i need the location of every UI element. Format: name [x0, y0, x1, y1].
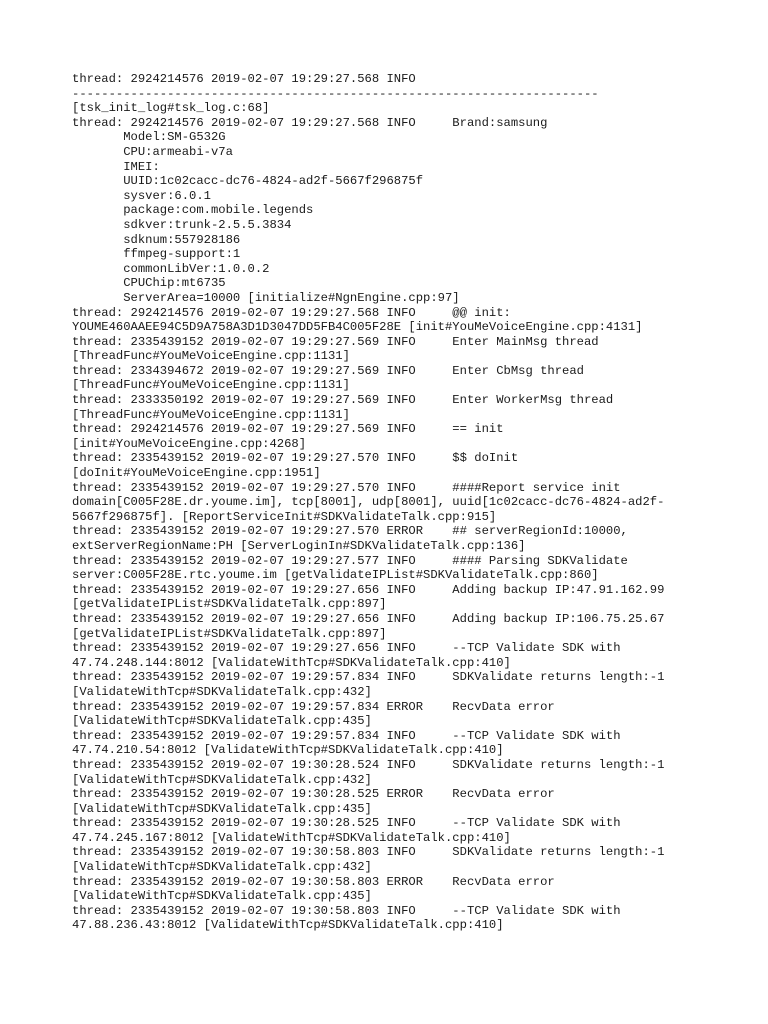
log-line: [ThreadFunc#YouMeVoiceEngine.cpp:1131]: [72, 378, 350, 393]
log-line: [ValidateWithTcp#SDKValidateTalk.cpp:435]: [72, 714, 372, 729]
log-line: package:com.mobile.legends: [72, 203, 314, 218]
log-line: thread: 2924214576 2019-02-07 19:29:27.568 INFO: [72, 72, 416, 86]
log-line: 47.74.210.54:8012 [ValidateWithTcp#SDKValidateTalk.cpp:410]: [72, 743, 504, 758]
log-line: YOUME460AAEE94C5D9A758A3D1D3047DD5FB4C005F28E [init#YouMeVoiceEngine.cpp:4131]: [72, 320, 643, 335]
log-line: [init#YouMeVoiceEngine.cpp:4268]: [72, 436, 307, 451]
log-line: thread: 2335439152 2019-02-07 19:30:58.803 ERROR RecvData error: [72, 874, 555, 889]
log-line: CPUChip:mt6735: [72, 276, 226, 291]
log-line: thread: 2335439152 2019-02-07 19:30:58.803 INFO --TCP Validate SDK with: [72, 903, 621, 918]
log-line: thread: 2335439152 2019-02-07 19:30:28.525 ERROR RecvData error: [72, 787, 555, 802]
log-line: [ValidateWithTcp#SDKValidateTalk.cpp:432]: [72, 684, 372, 699]
log-line: [ThreadFunc#YouMeVoiceEngine.cpp:1131]: [72, 349, 350, 364]
log-line: sdkver:trunk-2.5.5.3834: [72, 217, 292, 232]
log-line: 5667f296875f]. [ReportServiceInit#SDKValidateTalk.cpp:915]: [72, 509, 497, 524]
log-line: ServerArea=10000 [initialize#NgnEngine.cpp:97]: [72, 290, 460, 305]
log-line: thread: 2335439152 2019-02-07 19:30:28.525 INFO --TCP Validate SDK with: [72, 816, 621, 831]
log-line: thread: 2333350192 2019-02-07 19:29:27.569 INFO Enter WorkerMsg thread: [72, 393, 614, 408]
log-line: 47.88.236.43:8012 [ValidateWithTcp#SDKValidateTalk.cpp:410]: [72, 918, 504, 933]
log-line: [getValidateIPList#SDKValidateTalk.cpp:897]: [72, 597, 387, 612]
log-line: thread: 2335439152 2019-02-07 19:29:27.570 INFO $$ doInit: [72, 451, 519, 466]
log-line: thread: 2335439152 2019-02-07 19:30:58.803 INFO SDKValidate returns length:-1: [72, 845, 665, 860]
log-line: Model:SM-G532G: [72, 130, 226, 145]
log-line: thread: 2334394672 2019-02-07 19:29:27.569 INFO Enter CbMsg thread: [72, 363, 584, 378]
log-line: [tsk_init_log#tsk_log.c:68]: [72, 101, 270, 116]
log-line: thread: 2335439152 2019-02-07 19:29:27.656 INFO Adding backup IP:106.75.25.67: [72, 611, 665, 626]
log-line: IMEI:: [72, 159, 160, 174]
log-line: thread: 2335439152 2019-02-07 19:29:57.834 ERROR RecvData error: [72, 699, 555, 714]
log-line: thread: 2335439152 2019-02-07 19:29:27.570 INFO ####Report service init: [72, 480, 621, 495]
log-line: server:C005F28E.rtc.youme.im [getValidateIPList#SDKValidateTalk.cpp:860]: [72, 568, 599, 583]
log-line: thread: 2335439152 2019-02-07 19:29:27.656 INFO Adding backup IP:47.91.162.99: [72, 582, 665, 597]
log-line: [ThreadFunc#YouMeVoiceEngine.cpp:1131]: [72, 407, 350, 422]
log-line: thread: 2924214576 2019-02-07 19:29:27.568 INFO Brand:samsung: [72, 115, 548, 130]
log-line: thread: 2924214576 2019-02-07 19:29:27.568 INFO @@ init:: [72, 305, 511, 320]
document-page: [72, 72, 692, 933]
log-line: UUID:1c02cacc-dc76-4824-ad2f-5667f296875f: [72, 174, 424, 189]
log-line: sdknum:557928186: [72, 232, 241, 247]
log-text: [72, 72, 692, 933]
log-line: ------------------------------------------------------------------------: [72, 86, 599, 101]
log-line: thread: 2335439152 2019-02-07 19:29:27.570 ERROR ## serverRegionId:10000,: [72, 524, 628, 539]
log-line: ffmpeg-support:1: [72, 247, 241, 262]
log-line: commonLibVer:1.0.0.2: [72, 261, 270, 276]
log-line: domain[C005F28E.dr.youme.im], tcp[8001], udp[8001], uuid[1c02cacc-dc76-4824-ad2f-: [72, 495, 665, 510]
log-line: thread: 2924214576 2019-02-07 19:29:27.569 INFO == init: [72, 422, 504, 437]
log-line: thread: 2335439152 2019-02-07 19:29:27.577 INFO #### Parsing SDKValidate: [72, 553, 628, 568]
log-line: [doInit#YouMeVoiceEngine.cpp:1951]: [72, 466, 321, 481]
log-line: [ValidateWithTcp#SDKValidateTalk.cpp:435]: [72, 889, 372, 904]
log-line: 47.74.245.167:8012 [ValidateWithTcp#SDKValidateTalk.cpp:410]: [72, 830, 511, 845]
log-line: extServerRegionName:PH [ServerLoginIn#SDKValidateTalk.cpp:136]: [72, 539, 526, 553]
log-line: thread: 2335439152 2019-02-07 19:29:57.834 INFO SDKValidate returns length:-1: [72, 670, 665, 685]
log-line: [ValidateWithTcp#SDKValidateTalk.cpp:435]: [72, 801, 372, 816]
log-line: thread: 2335439152 2019-02-07 19:29:27.656 INFO --TCP Validate SDK with: [72, 641, 621, 656]
log-line: sysver:6.0.1: [72, 188, 211, 203]
log-line: CPU:armeabi-v7a: [72, 144, 233, 159]
log-line: thread: 2335439152 2019-02-07 19:29:57.834 INFO --TCP Validate SDK with: [72, 728, 621, 743]
log-line: [ValidateWithTcp#SDKValidateTalk.cpp:432]: [72, 860, 372, 875]
log-line: thread: 2335439152 2019-02-07 19:29:27.569 INFO Enter MainMsg thread: [72, 334, 599, 349]
log-line: [ValidateWithTcp#SDKValidateTalk.cpp:432]: [72, 772, 372, 787]
log-line: thread: 2335439152 2019-02-07 19:30:28.524 INFO SDKValidate returns length:-1: [72, 757, 665, 772]
log-line: 47.74.248.144:8012 [ValidateWithTcp#SDKValidateTalk.cpp:410]: [72, 655, 511, 670]
log-line: [getValidateIPList#SDKValidateTalk.cpp:897]: [72, 626, 387, 641]
